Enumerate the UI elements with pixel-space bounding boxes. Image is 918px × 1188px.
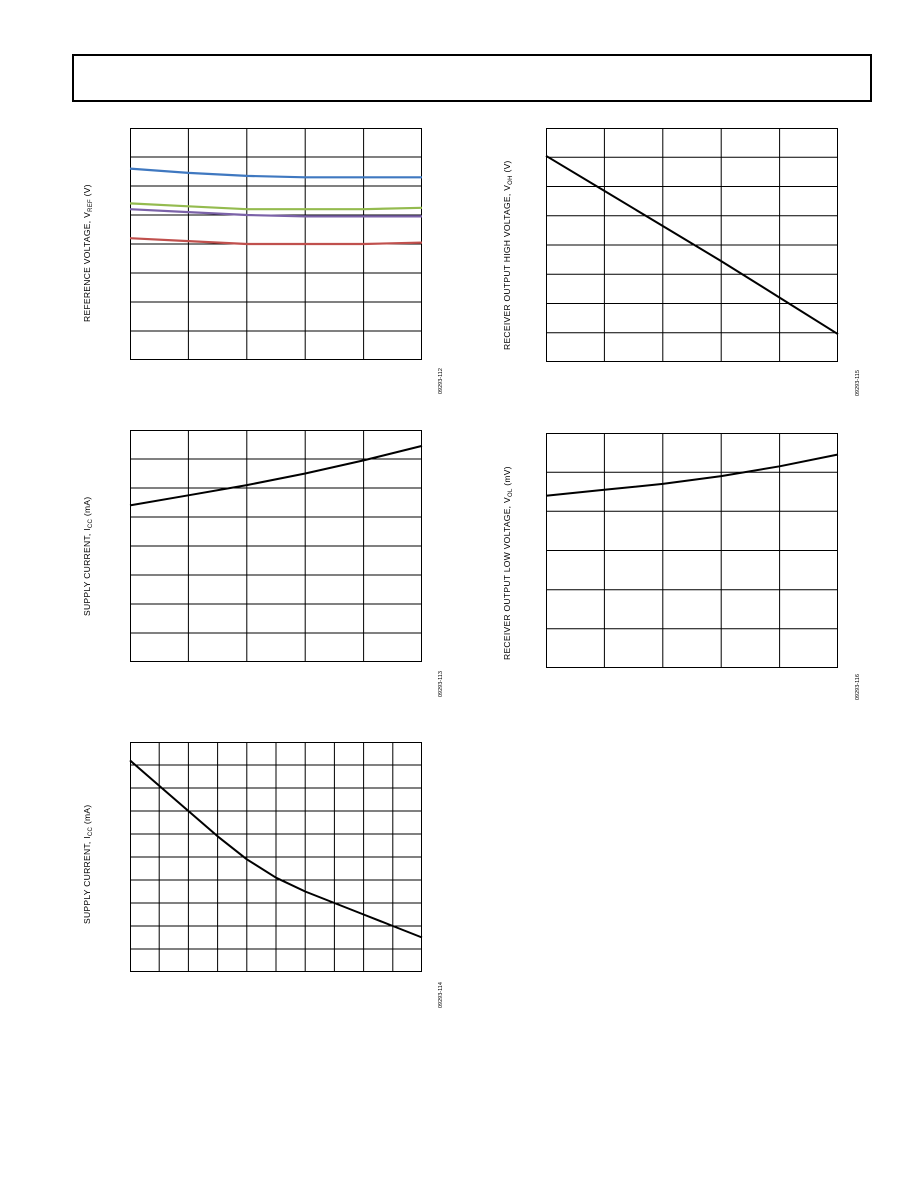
supply-current-1-y-axis-label: SUPPLY CURRENT, $I_{CC}$ (mA) xyxy=(82,496,94,616)
series-line-4 xyxy=(130,238,422,244)
supply-current-2-figure-id: 09293-114 xyxy=(438,982,444,1008)
supply-current-2-y-axis-label: SUPPLY CURRENT, $I_{CC}$ (mA) xyxy=(82,804,94,924)
series-line-1 xyxy=(130,446,422,506)
reference-voltage-y-axis-label: REFERENCE VOLTAGE, $V_{REF}$ (V) xyxy=(82,184,94,322)
grid xyxy=(546,433,838,668)
supply-current-chart-1 xyxy=(130,430,422,662)
series-line-1 xyxy=(130,169,422,178)
receiver-output-low-voltage-figure-id: 09293-116 xyxy=(855,674,861,700)
reference-voltage-figure-id: 09293-112 xyxy=(438,368,444,394)
reference-voltage-chart xyxy=(130,128,422,360)
grid xyxy=(130,742,422,972)
grid xyxy=(130,430,422,662)
receiver-output-high-voltage-figure-id: 09293-115 xyxy=(855,370,861,396)
receiver-output-high-voltage-y-axis-label: RECEIVER OUTPUT HIGH VOLTAGE, $V_{OH}$ (V) xyxy=(502,160,514,350)
page-header-box xyxy=(72,54,872,102)
supply-current-chart-2 xyxy=(130,742,422,972)
receiver-output-low-voltage-chart xyxy=(546,433,838,668)
supply-current-1-figure-id: 09293-113 xyxy=(438,671,444,697)
series-line-2 xyxy=(130,203,422,209)
receiver-output-low-voltage-y-axis-label: RECEIVER OUTPUT LOW VOLTAGE, $V_{OL}$ (mV) xyxy=(502,466,514,660)
receiver-output-high-voltage-chart xyxy=(546,128,838,362)
grid xyxy=(546,128,838,362)
series-line-1 xyxy=(546,455,838,496)
